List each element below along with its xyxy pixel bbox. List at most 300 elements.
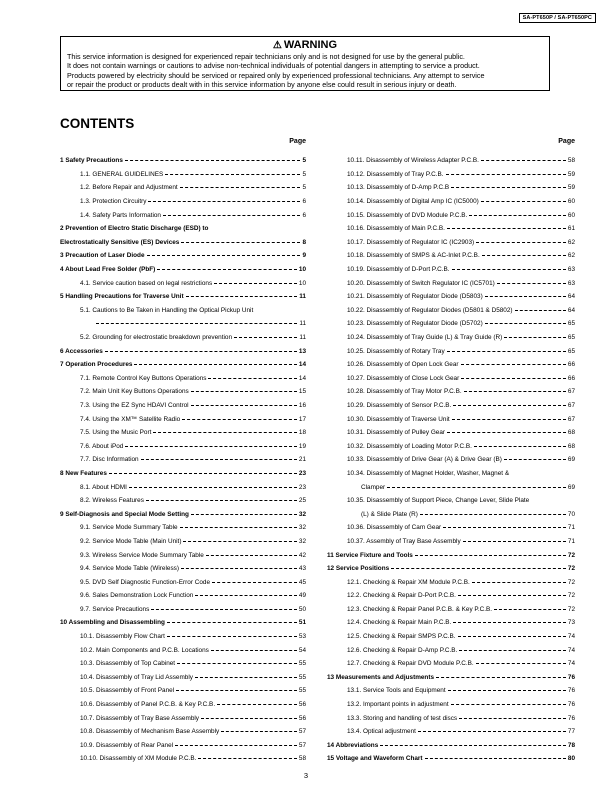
toc-leader-line [446, 174, 566, 175]
warning-box [60, 36, 550, 91]
toc-leader-line [211, 650, 297, 651]
toc-entry-label: 7.7. Disc Information [80, 456, 139, 464]
toc-entry-label: 10.30. Disassembly of Traverse Unit [347, 415, 450, 423]
toc-entry [327, 236, 575, 250]
toc-leader-line [176, 690, 297, 691]
toc-entry-page: 65 [567, 347, 575, 355]
toc-entry [327, 698, 575, 712]
toc-entry-page: 21 [298, 456, 306, 464]
toc-entry [327, 358, 575, 372]
toc-entry-page: 18 [298, 429, 306, 437]
toc-leader-line [451, 704, 566, 705]
toc-leader-line [191, 514, 297, 515]
toc-entry-label: 10.1. Disassembly Flow Chart [80, 633, 165, 641]
toc-entry [60, 548, 306, 562]
toc-entry-label: 9.6. Sales Demonstration Lock Function [80, 592, 194, 600]
toc-entry-page: 14 [298, 374, 306, 382]
toc-entry-page: 23 [298, 483, 306, 491]
toc-leader-line [206, 555, 297, 556]
toc-entry-label: Clamper [361, 483, 386, 491]
toc-entry-label: 13.4. Optical adjustment [347, 728, 416, 736]
toc-leader-line [494, 609, 566, 610]
toc-entry-page: 51 [298, 619, 306, 627]
toc-entry-page: 49 [298, 592, 306, 600]
toc-entry-label: 10.24. Disassembly of Tray Guide (L) & Tray Guide (R) [347, 334, 503, 342]
toc-entry-label: 10.35. Disassembly of Support Piece, Change Lever, Slide Plate [347, 497, 530, 505]
toc-entry-label: 10.5. Disassembly of Front Panel [80, 687, 175, 695]
toc-entry [327, 426, 575, 440]
toc-entry-label: 15 Voltage and Waveform Chart [327, 755, 423, 763]
toc-entry-label: 1.1. GENERAL GUIDELINES [80, 170, 164, 178]
toc-entry [60, 154, 306, 168]
toc-leader-line [181, 568, 297, 569]
toc-entry-page: 23 [298, 469, 306, 477]
toc-entry [60, 195, 306, 209]
toc-entry-page: 10 [298, 279, 306, 287]
toc-entry-label: 10.10. Disassembly of XM Module P.C.B. [80, 755, 197, 763]
toc-leader-line [147, 255, 301, 256]
toc-entry-page: 55 [298, 660, 306, 668]
toc-entry-page: 67 [567, 415, 575, 423]
toc-entry-page: 56 [298, 714, 306, 722]
toc-leader-line [217, 704, 297, 705]
toc-entry-page: 63 [567, 266, 575, 274]
toc-leader-line [212, 582, 297, 583]
toc-entry [60, 344, 306, 358]
toc-entry-page: 64 [567, 306, 575, 314]
toc-entry [60, 643, 306, 657]
toc-entry-page: 64 [567, 293, 575, 301]
toc-entry-page: 74 [567, 660, 575, 668]
toc-entry-page: 72 [567, 551, 575, 559]
warning-title-text: WARNING [283, 39, 338, 51]
toc-leader-line [195, 595, 297, 596]
toc-entry-label: 10.29. Disassembly of Sensor P.C.B. [347, 401, 452, 409]
toc-entry-page: 76 [567, 687, 575, 695]
toc-leader-line [201, 718, 297, 719]
toc-entry [327, 643, 575, 657]
toc-entry-page: 65 [567, 320, 575, 328]
toc-leader-line [180, 187, 301, 188]
toc-entry [327, 372, 575, 386]
toc-entry-label: 13 Measurements and Adjustments [327, 673, 435, 681]
toc-entry-label: 10.16. Disassembly of Main P.C.B. [347, 225, 445, 233]
toc-entry-page: 66 [567, 374, 575, 382]
toc-entry [327, 657, 575, 671]
toc-entry-label: 10.33. Disassembly of Drive Gear (A) & Drive Gear (B) [347, 456, 502, 464]
toc-entry-label: 9.5. DVD Self Diagnostic Function-Error Code [80, 578, 210, 586]
toc-entry-label: 10.23. Disassembly of Regulator Diode (D5702) [347, 320, 483, 328]
toc-entry-label: 10.4. Disassembly of Tray Lid Assembly [80, 673, 193, 681]
toc-leader-line [482, 255, 566, 256]
toc-leader-line [214, 283, 297, 284]
toc-leader-line [105, 351, 297, 352]
toc-entry-label: 10.6. Disassembly of Panel P.C.B. & Key P.C.B. [80, 701, 216, 709]
page-number: 3 [303, 771, 309, 780]
toc-leader-line [485, 323, 566, 324]
toc-entry [327, 290, 575, 304]
toc-entry [60, 698, 306, 712]
toc-leader-line [163, 215, 300, 216]
toc-entry [60, 290, 306, 304]
toc-entry-page: 59 [567, 170, 575, 178]
toc-entry-label: 10.31. Disassembly of Pulley Gear [347, 429, 446, 437]
toc-entry [60, 480, 306, 494]
toc-entry-page: 59 [567, 184, 575, 192]
toc-leader-line [461, 378, 566, 379]
toc-entry [60, 739, 306, 753]
toc-entry [327, 263, 575, 277]
toc-entry-page: 62 [567, 252, 575, 260]
toc-entry [60, 263, 306, 277]
toc-entry-page: 8 [302, 238, 306, 246]
toc-entry [327, 276, 575, 290]
model-tag: SA-PT650P / SA-PT650PC [519, 13, 596, 23]
toc-entry-page: 56 [298, 701, 306, 709]
toc-entry-page: 17 [298, 415, 306, 423]
toc-entry-page: 69 [567, 483, 575, 491]
toc-entry-page: 9 [302, 252, 306, 260]
toc-entry-label: 10.22. Disassembly of Regulator Diodes (D5801 & D5802) [347, 306, 513, 314]
toc-entry-label: 10.7. Disassembly of Tray Base Assembly [80, 714, 199, 722]
toc-entry [60, 304, 306, 318]
toc-entry-page: 19 [298, 442, 306, 450]
toc-entry [60, 521, 306, 535]
toc-leader-line [515, 310, 566, 311]
toc-entry-page: 15 [298, 388, 306, 396]
toc-entry [327, 711, 575, 725]
toc-entry-label: 10.36. Disassembly of Cam Gear [347, 524, 442, 532]
toc-entry-label: 12.4. Checking & Repair Main P.C.B. [347, 619, 452, 627]
toc-entry [60, 657, 306, 671]
toc-entry-label: 5.2. Grounding for electrostatic breakdown prevention [80, 334, 233, 342]
page-column-header: Page [289, 138, 306, 145]
toc-entry-label: 10.20. Disassembly of Switch Regulator IC (IC5701) [347, 279, 495, 287]
page-column-header: Page [558, 138, 575, 145]
toc-entry-page: 5 [302, 184, 306, 192]
toc-entry-label: 10.13. Disassembly of D-Amp P.C.B [347, 184, 450, 192]
toc-entry-page: 58 [567, 157, 575, 165]
toc-leader-line [453, 405, 566, 406]
toc-entry-label: 10.19. Disassembly of D-Port P.C.B. [347, 266, 450, 274]
toc-leader-line [476, 663, 566, 664]
toc-entry [60, 276, 306, 290]
toc-leader-line [420, 514, 566, 515]
toc-entry-label: 12.1. Checking & Repair XM Module P.C.B. [347, 578, 470, 586]
toc-entry-page: 62 [567, 238, 575, 246]
warning-triangle-icon: ⚠ [272, 40, 282, 51]
toc-entry-label: 10.2. Main Components and P.C.B. Locations [80, 646, 209, 654]
toc-entry [327, 249, 575, 263]
toc-entry-page: 32 [298, 524, 306, 532]
toc-entry [327, 439, 575, 453]
toc-entry [327, 562, 575, 576]
toc-entry-label: 10.34. Disassembly of Magnet Holder, Washer, Magnet & [347, 469, 510, 477]
toc-leader-line [474, 446, 566, 447]
toc-entry-label: 10.3. Disassembly of Top Cabinet [80, 660, 176, 668]
toc-entry-label: 10.8. Disassembly of Mechanism Base Assembly [80, 728, 220, 736]
toc-entry-label: 10.21. Disassembly of Regulator Diode (D5803) [347, 293, 483, 301]
toc-entry-label: 9.1. Service Mode Summary Table [80, 524, 178, 532]
toc-entry-page: 70 [567, 510, 575, 518]
toc-entry-page: 74 [567, 646, 575, 654]
toc-entry-label: 9.7. Service Precautions [80, 605, 150, 613]
toc-entry-page: 71 [567, 537, 575, 545]
toc-entry-page: 74 [567, 633, 575, 641]
toc-entry-page: 32 [298, 510, 306, 518]
toc-entry-label: 13.3. Storing and handling of test discs [347, 714, 458, 722]
toc-entry-page: 45 [298, 578, 306, 586]
toc-entry-page: 65 [567, 334, 575, 342]
toc-leader-line [443, 527, 566, 528]
toc-leader-line [415, 555, 566, 556]
toc-entry-page: 57 [298, 741, 306, 749]
toc-entry-page: 11 [299, 293, 306, 301]
toc-leader-line [182, 419, 297, 420]
toc-entry-page: 63 [567, 279, 575, 287]
toc-leader-line [141, 459, 297, 460]
toc-entry-page: 72 [567, 578, 575, 586]
toc-leader-line [447, 351, 566, 352]
warning-line: This service information is designed for experienced repair technicians only and is not designed for use by the general public. [67, 52, 465, 61]
toc-entry-label: 5 Handling Precautions for Traverse Unit [60, 293, 184, 301]
toc-leader-line [481, 160, 566, 161]
toc-entry [60, 331, 306, 345]
toc-entry-label: (L) & Slide Plate (R) [361, 510, 418, 518]
toc-entry [327, 399, 575, 413]
toc-entry-page: 73 [567, 619, 575, 627]
toc-leader-line [181, 242, 300, 243]
toc-leader-line [380, 745, 566, 746]
contents-title: CONTENTS [60, 116, 135, 131]
toc-leader-line [167, 636, 297, 637]
toc-entry-page: 61 [567, 225, 575, 233]
toc-entry [327, 453, 575, 467]
toc-leader-line [391, 568, 566, 569]
toc-leader-line [198, 758, 297, 759]
toc-leader-line [485, 296, 566, 297]
toc-entry [327, 589, 575, 603]
toc-leader-line [146, 500, 297, 501]
toc-entry [327, 630, 575, 644]
toc-entry-page: 10 [298, 266, 306, 274]
toc-leader-line [425, 758, 566, 759]
toc-entry-label: 8 New Features [60, 469, 107, 477]
toc-leader-line [134, 364, 296, 365]
toc-leader-line [504, 459, 566, 460]
toc-entry-page: 76 [567, 701, 575, 709]
toc-leader-line [469, 215, 566, 216]
toc-leader-line [461, 364, 566, 365]
toc-entry-label: 10.17. Disassembly of Regulator IC (IC2903) [347, 238, 475, 246]
toc-entry [327, 317, 575, 331]
toc-leader-line [177, 663, 297, 664]
toc-entry-label: 13.1. Service Tools and Equipment [347, 687, 446, 695]
toc-entry-page: 68 [567, 429, 575, 437]
toc-leader-line [191, 391, 297, 392]
toc-entry [60, 236, 306, 250]
toc-entry-label: 7.3. Using the EZ Sync HDAVI Control [80, 401, 189, 409]
toc-entry [327, 603, 575, 617]
toc-entry-page: 67 [567, 401, 575, 409]
toc-entry-page: 32 [298, 537, 306, 545]
toc-entry-label: 8.2. Wireless Features [80, 497, 144, 505]
toc-entry-page: 72 [567, 592, 575, 600]
toc-entry [60, 684, 306, 698]
toc-entry-label: 7.5. Using the Music Port [80, 429, 152, 437]
toc-entry [60, 317, 306, 331]
toc-leader-line [148, 201, 300, 202]
toc-right-column [327, 136, 575, 766]
toc-entry-page: 80 [567, 755, 575, 763]
toc-entry-label: 10.11. Disassembly of Wireless Adapter P.C.B. [347, 157, 479, 165]
toc-entry [327, 684, 575, 698]
toc-leader-line [458, 595, 566, 596]
toc-entry-page: 69 [567, 456, 575, 464]
toc-entry-label: 1.4. Safety Parts Information [80, 211, 161, 219]
toc-leader-line [125, 446, 297, 447]
toc-entry-label: 7.1. Remote Control Key Buttons Operations [80, 374, 207, 382]
toc-entry [327, 168, 575, 182]
toc-leader-line [459, 650, 566, 651]
toc-entry-label: 5.1. Cautions to Be Taken in Handling the Optical Pickup Unit [80, 306, 254, 314]
toc-entry-page: 6 [302, 198, 306, 206]
toc-entry-page: 11 [299, 320, 306, 328]
toc-leader-line [186, 296, 298, 297]
toc-entry-page: 5 [302, 170, 306, 178]
toc-leader-line [221, 731, 297, 732]
toc-leader-line [129, 487, 297, 488]
toc-entry [327, 344, 575, 358]
toc-leader-line [497, 283, 566, 284]
toc-entry [60, 412, 306, 426]
toc-entry-label: 10.27. Disassembly of Close Lock Gear [347, 374, 460, 382]
toc-entry-label: 2 Prevention of Electro Static Discharge (ESD) to [60, 225, 209, 233]
toc-entry-label: 12 Service Positions [327, 565, 390, 573]
toc-entry [327, 725, 575, 739]
toc-entry [327, 222, 575, 236]
toc-entry [327, 385, 575, 399]
toc-entry-page: 77 [567, 728, 575, 736]
toc-entry-page: 57 [298, 728, 306, 736]
toc-leader-line [451, 187, 566, 188]
toc-entry [60, 589, 306, 603]
toc-entry-page: 60 [567, 211, 575, 219]
toc-leader-line [234, 337, 297, 338]
toc-entry-page: 54 [298, 646, 306, 654]
toc-entry [327, 507, 575, 521]
toc-entry-label: 6 Accessories [60, 347, 103, 355]
toc-entry [60, 358, 306, 372]
toc-entry-label: Electrostatically Sensitive (ES) Devices [60, 238, 180, 246]
warning-title [67, 39, 543, 52]
toc-entry-page: 76 [567, 673, 575, 681]
toc-entry [60, 616, 306, 630]
toc-entry-page: 16 [298, 401, 306, 409]
toc-entry-label: 8.1. About HDMI [80, 483, 127, 491]
toc-entry-page: 5 [302, 157, 306, 165]
toc-leader-line [387, 487, 566, 488]
toc-leader-line [195, 677, 297, 678]
toc-entry [327, 195, 575, 209]
toc-entry-page: 25 [298, 497, 306, 505]
toc-entry [60, 249, 306, 263]
toc-leader-line [183, 541, 296, 542]
toc-entry-page: 42 [298, 551, 306, 559]
toc-leader-line [151, 609, 297, 610]
toc-entry-label: 10.26. Disassembly of Open Lock Gear [347, 361, 459, 369]
toc-leader-line [476, 242, 566, 243]
toc-leader-line [448, 690, 566, 691]
toc-entry-label: 9.3. Wireless Service Mode Summary Table [80, 551, 204, 559]
toc-entry [60, 725, 306, 739]
toc-entry-page: 58 [298, 755, 306, 763]
toc-entry [60, 630, 306, 644]
toc-entry-label: 1.3. Protection Circuitry [80, 198, 147, 206]
toc-entry [60, 535, 306, 549]
toc-entry-label: 12.5. Checking & Repair SMPS P.C.B. [347, 633, 456, 641]
toc-entry-label: 10.14. Disassembly of Digital Amp IC (IC5000) [347, 198, 479, 206]
toc-entry-label: 9 Self-Diagnosis and Special Mode Setting [60, 510, 189, 518]
toc-entry-label: 10.18. Disassembly of SMPS & AC-Inlet P.C.B. [347, 252, 480, 260]
toc-leader-line [191, 405, 297, 406]
toc-leader-line [109, 473, 297, 474]
toc-entry [327, 181, 575, 195]
toc-leader-line [458, 636, 566, 637]
toc-leader-line [167, 622, 297, 623]
toc-entry-label: 12.2. Checking & Repair D-Port P.C.B. [347, 592, 456, 600]
toc-entry-label: 14 Abbreviations [327, 741, 379, 749]
toc-entry [60, 575, 306, 589]
toc-leader-line [463, 541, 566, 542]
toc-leader-line [180, 527, 297, 528]
toc-entry-page: 6 [302, 211, 306, 219]
toc-entry-page: 66 [567, 361, 575, 369]
toc-entry-label: 1 Safety Precautions [60, 157, 123, 165]
toc-entry-page: 55 [298, 687, 306, 695]
toc-entry-page: 13 [298, 347, 306, 355]
toc-entry [60, 168, 306, 182]
toc-entry-label: 10.12. Disassembly of Tray P.C.B. [347, 170, 444, 178]
toc-entry [327, 575, 575, 589]
toc-entry [60, 494, 306, 508]
toc-entry [327, 752, 575, 766]
toc-entry [60, 562, 306, 576]
toc-entry-page: 55 [298, 673, 306, 681]
toc-entry-label: 10.32. Disassembly of Loading Motor P.C.B. [347, 442, 472, 450]
toc-entry [60, 603, 306, 617]
toc-entry-page: 71 [567, 524, 575, 532]
toc-leader-line [452, 269, 566, 270]
toc-entry [60, 467, 306, 481]
toc-leader-line [472, 582, 566, 583]
toc-entry [327, 739, 575, 753]
toc-leader-line [157, 269, 297, 270]
toc-entry [327, 548, 575, 562]
toc-entry-label: 11 Service Fixture and Tools [327, 551, 413, 559]
toc-leader-line [165, 174, 300, 175]
toc-entry-label: 1.2. Before Repair and Adjustment [80, 184, 178, 192]
toc-leader-line [447, 432, 566, 433]
toc-entry [327, 467, 575, 481]
toc-entry-label: 4 About Lead Free Solder (PbF) [60, 266, 156, 274]
toc-entry-label: 12.3. Checking & Repair Panel P.C.B. & Key P.C.B. [347, 605, 493, 613]
toc-entry [327, 616, 575, 630]
toc-entry [60, 385, 306, 399]
toc-entry-page: 72 [567, 565, 575, 573]
toc-entry-page: 78 [567, 741, 575, 749]
toc-entry-page: 67 [567, 388, 575, 396]
